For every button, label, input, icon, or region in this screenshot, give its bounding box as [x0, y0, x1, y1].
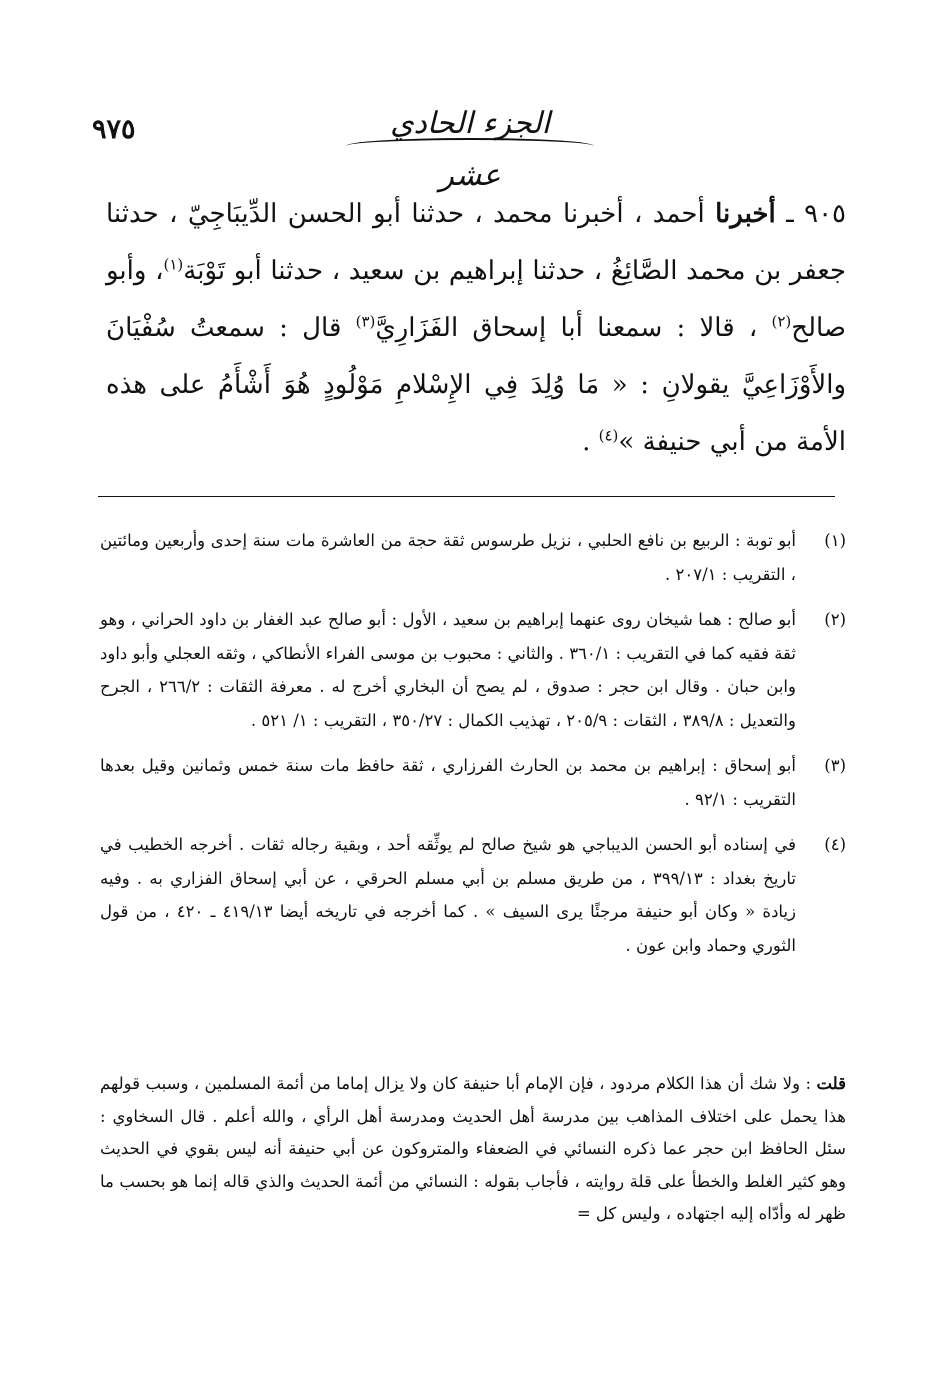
hadith-lead-word: أخبرنا [715, 199, 776, 229]
footnote-ref-3[interactable]: (٣) [355, 312, 376, 331]
footnote-number: (٣) [824, 756, 846, 775]
footnote-number: (١) [824, 531, 846, 550]
footnote-text: أبو إسحاق : إبراهيم بن محمد بن الحارث الفرزاري ، ثقة حافظ مات سنة خمس وثمانين وقيل بعدها التقريب : ٩٢/١ . [100, 756, 796, 809]
comment-lead-word: قلت [816, 1074, 846, 1093]
footnote-3 [100, 749, 846, 816]
footnote-1 [100, 524, 846, 591]
title-ornament [346, 138, 594, 154]
footnote-number: (٤) [824, 835, 846, 854]
footnote-4 [100, 828, 846, 962]
footnote-divider [98, 496, 835, 497]
hadith-text-part-1: أحمد ، أخبرنا محمد ، حدثنا أبو الحسن الدِّيبَاجِيّ ، حدثنا جعفر بن محمد الصَّائِغُ ، حدثنا إبراهيم بن سعيد ، حدثنا أبو تَوْبَة [106, 199, 846, 286]
hadith-text-end: . [582, 427, 599, 457]
footnote-text: أبو صالح : هما شيخان روى عنهما إبراهيم بن سعيد ، الأول : أبو صالح عبد الغفار بن داود الحراني ، وهو ثقة فقيه كما في التقريب : ٣٦٠/١ . والثاني : محبوب بن موسى الفراء الأنطاكي ، وثقه العجلي وأبو داود وابن حبان . وقال ابن حجر : صدوق ، لم يصح أن البخاري أخرج له . معرفة الثقات : ٢٦٦/٢ ، الجرح والتعديل : ٣٨٩/٨ ، الثقات : ٢٠٥/٩ ، تهذيب الكمال : ٣٥٠/٢٧ ، التقريب : ١/ ٥٢١ . [100, 610, 796, 730]
running-title [360, 98, 580, 193]
editor-comment [100, 1068, 846, 1231]
footnote-ref-2[interactable]: (٢) [771, 312, 792, 331]
hadith-number: ٩٠٥ ـ [786, 199, 847, 229]
hadith-text-part-4: قال : سمعتُ سُفْيَانَ والأَوْزَاعِيَّ يقولانِ : « مَا وُلِدَ فِي الإِسْلامِ مَوْلُودٍ هُوَ أَشْأَمُ على هذه الأمة من أبي حنيفة » [106, 313, 846, 457]
page-number: ٩٧٥ [92, 114, 136, 145]
hadith-text-part-3: ، قالا : سمعنا أبا إسحاق الفَزَارِيَّ [375, 313, 772, 343]
footnote-2 [100, 603, 846, 737]
footnotes [100, 524, 846, 974]
footnote-text: في إسناده أبو الحسن الديباجي هو شيخ صالح لم يوثِّقه أحد ، وبقية رجاله ثقات . أخرجه الخطيب في تاريخ بغداد : ٣٩٩/١٣ ، من طريق مسلم بن أبي مسلم الحرقي ، عن أبي إسحاق الفزاري به . وفيه زيادة « وكان أبو حنيفة مرجئًا يرى السيف » . كما أخرجه في تاريخه أيضا ٤١٩/١٣ ـ ٤٢٠ ، من قول الثوري وحماد وابن عون . [100, 835, 797, 955]
hadith-text-part-2: ، وأبو صالح [106, 256, 846, 343]
comment-text: : ولا شك أن هذا الكلام مردود ، فإن الإمام أبا حنيفة كان ولا يزال إماما من أئمة المسلمين ، وسبب قولهم هذا يحمل على اختلاف المذاهب بين مدرسة أهل الحديث ومدرسة أهل الرأي ، والله أعلم . قال السخاوي : سئل الحافظ ابن حجر عما ذكره النسائي في الضعفاء والمتروكون عن أبي حنيفة أنه ليس بقوي في الحديث وهو كثير الغلط والخطأ على قلة روايته ، فأجاب بقوله : النسائي من أئمة الحديث والذي قاله إنما هو بحسب ما ظهر له وأدّاه إليه اجتهاده ، وليس كل = [100, 1074, 846, 1223]
hadith-text [106, 186, 846, 471]
footnote-ref-4[interactable]: (٤) [598, 426, 619, 445]
footnote-number: (٢) [824, 610, 846, 629]
running-title-text: الجزء الحادي عشر [390, 106, 550, 193]
footnote-text: أبو توبة : الربيع بن نافع الحلبي ، نزيل طرسوس ثقة حجة من العاشرة مات سنة إحدى وأربعين ومائتين ، التقريب : ٢٠٧/١ . [100, 531, 796, 584]
page-header [0, 88, 938, 193]
footnote-ref-1[interactable]: (١) [163, 255, 184, 274]
